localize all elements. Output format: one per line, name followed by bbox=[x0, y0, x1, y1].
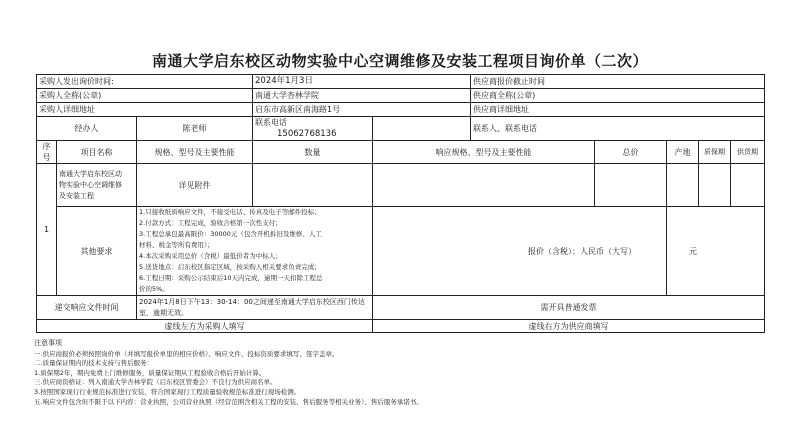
row-contact bbox=[37, 117, 765, 141]
header-response-spec: 响应规格、型号及主要性能 bbox=[373, 141, 595, 164]
qty-cell bbox=[253, 164, 373, 207]
note-line: 二.质量保证期内的技术支持与售后服务： bbox=[34, 359, 154, 368]
response-spec-cell bbox=[373, 164, 595, 207]
buyer-address-value: 启东市高新区南海路1号 bbox=[253, 103, 471, 117]
fill-note-row bbox=[37, 320, 765, 333]
contact-phone-label: 联系电话 bbox=[255, 118, 288, 127]
table-header-row bbox=[37, 141, 765, 164]
note-line: 1.质保期2年，期内免费上门维修服务，质量保证期从工程验收合格后开始计算。 bbox=[34, 368, 266, 377]
row-seq: 1 bbox=[37, 164, 57, 296]
header-warranty: 质保期 bbox=[699, 141, 731, 164]
buyer-name-label: 采购人全称(公章) bbox=[37, 89, 253, 103]
notes-title: 注意事项 bbox=[34, 339, 62, 347]
supplier-contact-label: 联系人、联系电话 bbox=[471, 117, 765, 141]
item-name-line: 及安装工程 bbox=[59, 191, 94, 200]
contact-blank bbox=[373, 117, 471, 141]
table-row bbox=[37, 164, 765, 207]
issue-time-value: 2024年1月3日 bbox=[253, 75, 471, 89]
other-requirements-label: 其他要求 bbox=[57, 207, 137, 296]
supplier-name-label: 供应商全称(公章) bbox=[471, 89, 765, 103]
header-seq: 序号 bbox=[37, 141, 57, 164]
requirement-line: 4.本次采购采用总价（含税）最低价者为中标人； bbox=[139, 252, 282, 260]
item-name-line: 南通大学启东校区动 bbox=[59, 169, 122, 178]
requirement-line: 5.送货地点：启东校区指定区域，按采购人相关要求负责完成； bbox=[139, 263, 321, 271]
issue-time-label: 采购人发出询价时间: bbox=[37, 75, 253, 89]
header-item: 项目名称 bbox=[57, 141, 137, 164]
row-buyer-address bbox=[37, 103, 765, 117]
header-origin: 产地 bbox=[667, 141, 699, 164]
buyer-fill-note: 虚线左方为采购人填写 bbox=[37, 320, 373, 333]
supplier-address-label: 供应商详细地址 bbox=[471, 103, 765, 117]
requirement-line: 材料、税金等所有费用）； bbox=[139, 241, 214, 249]
origin-cell bbox=[667, 164, 699, 207]
submit-value: 2024年1月8日下午13：30-14：00之间递至南通大学启东校区西门传达室，逾期无效。 bbox=[137, 296, 373, 320]
row-issue-time bbox=[37, 75, 765, 89]
requirement-line: 价的5%。 bbox=[139, 285, 169, 293]
buyer-name-value: 南通大学杏林学院 bbox=[253, 89, 471, 103]
requirement-line: 1.只接收纸质响应文件，不接受电话、传真及电子等邮件投标； bbox=[139, 208, 321, 216]
contact-phone-cell bbox=[253, 117, 373, 141]
invoice-requirement: 需开具普通发票 bbox=[373, 296, 765, 320]
warranty-cell bbox=[699, 164, 731, 207]
item-spec: 详见附件 bbox=[137, 164, 253, 207]
requirement-line: 2.付款方式：工程完成，验收合格第一次性支付； bbox=[139, 219, 282, 227]
note-line: 一.供应商报价必须按照询价单（并填写报价单里的相应价格）、响应文件、投标资质要求填写、签字盖章。 bbox=[34, 349, 339, 358]
note-line: 三.供应商资格证：列入南通大学杏林学院（启东校区管委会）不良行为供应商名单。 bbox=[34, 378, 277, 387]
document-title: 南通大学启东校区动物实验中心空调维修及安装工程项目询价单（二次） bbox=[151, 52, 648, 70]
notes-section bbox=[34, 339, 774, 407]
contact-person-label: 经办人 bbox=[37, 117, 137, 141]
quote-unit: 元 bbox=[667, 207, 765, 296]
requirement-line: 3.工程总承包最高限价：30000元（包含开机拆旧及维修、人工 bbox=[139, 230, 322, 238]
delivery-cell bbox=[731, 164, 765, 207]
submit-label: 递交响应文件时间 bbox=[37, 296, 137, 320]
other-requirements-text bbox=[137, 207, 373, 296]
quote-label: 报价（含税）：人民币（大写） bbox=[373, 207, 667, 296]
note-line: 3.按照国家现行行业规范标准进行安装，符合国家现行工程质量验收规范标准进行现场检测。 bbox=[34, 387, 301, 396]
deadline-label: 供应商报价截止时间 bbox=[471, 75, 765, 89]
header-spec: 规格、型号及主要性能 bbox=[137, 141, 253, 164]
contact-person-value: 陈老师 bbox=[137, 117, 253, 141]
item-name-line: 物实验中心空调维修 bbox=[59, 180, 122, 189]
header-qty: 数量 bbox=[253, 141, 373, 164]
item-name-cell bbox=[57, 164, 137, 207]
row-buyer-name bbox=[37, 89, 765, 103]
submit-row bbox=[37, 296, 765, 320]
note-line: 五.响应文件包含但不限于以下内容：营业执照，公司营业执照（经营范围含相关工程的安装、售后服务等相关业务）、售后服务承诺书。 bbox=[34, 397, 423, 406]
total-cell bbox=[595, 164, 667, 207]
other-requirements-row bbox=[37, 207, 765, 296]
supplier-fill-note: 虚线右方为供应商填写 bbox=[373, 320, 765, 333]
requirement-line: 6.工程日期：采购公示结束后10天内完成，逾期一天扣除工程总 bbox=[139, 274, 323, 282]
inquiry-form-table bbox=[36, 74, 765, 333]
header-delivery: 供货期 bbox=[731, 141, 765, 164]
contact-phone-value: 15062768136 bbox=[277, 129, 337, 139]
buyer-address-label: 采购人详细地址 bbox=[37, 103, 253, 117]
header-total: 总价 bbox=[595, 141, 667, 164]
